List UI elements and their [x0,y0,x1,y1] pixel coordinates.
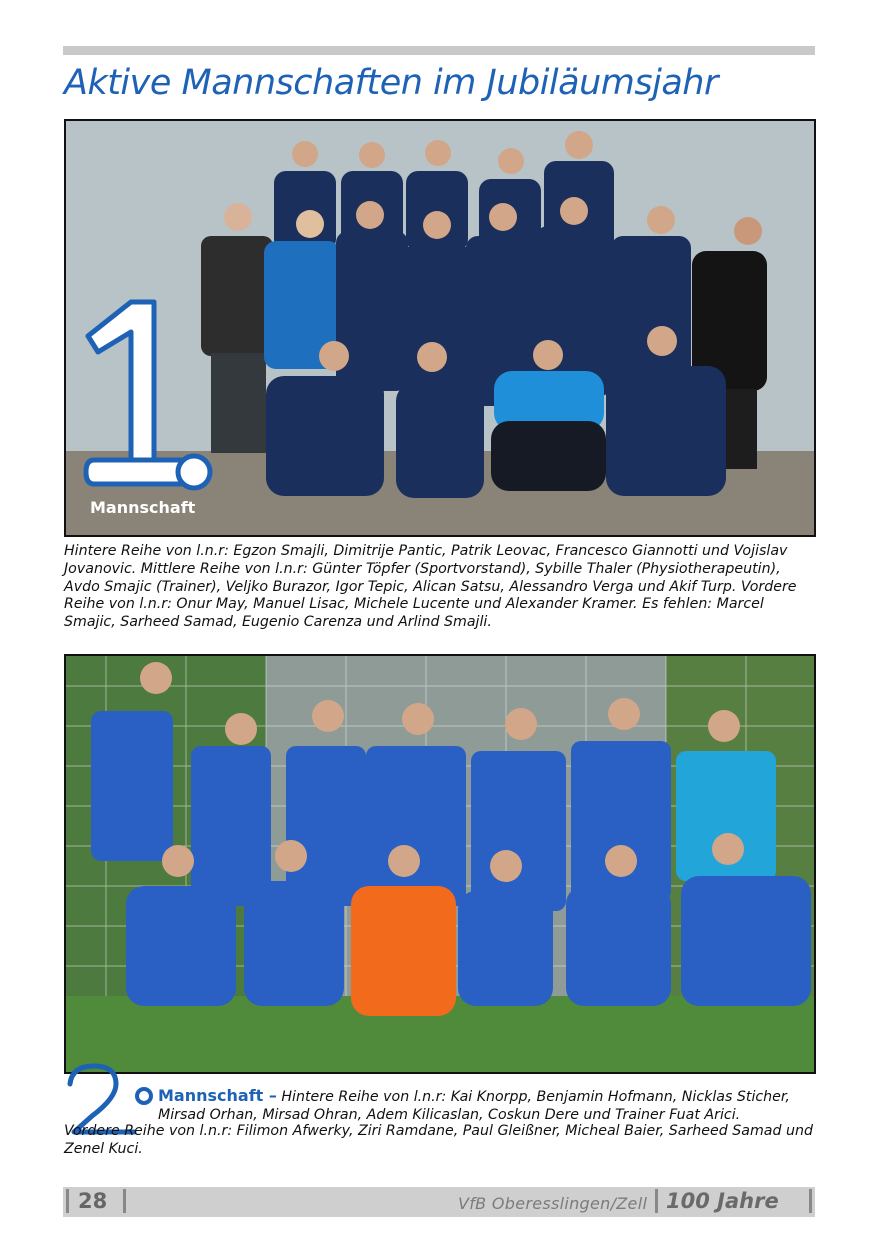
team2-caption-line2: Vordere Reihe von l.n.r: Filimon Afwerky, Ziri Ramdane, Paul Gleißner, Micheal Baier, Sarheed Samad und Zenel Kuci. [64,1123,813,1157]
page-title: Aktive Mannschaften im Jubiläumsjahr [64,63,718,103]
team2-caption-text: Hintere Reihe von l.n.r: Kai Knorpp, Benjamin Hofmann, Nicklas Sticher, Mirsad Orhan, Mirsad Ohran, Adem Kilicaslan, Coskun Dere und Trainer Fuat Arici. [158,1089,790,1123]
team2-photo [64,654,816,1074]
page-number: 28 [78,1189,108,1213]
footer-separator [66,1189,69,1213]
team1-number-graphic [76,292,216,502]
footer-separator [655,1189,658,1213]
footer-separator [809,1189,812,1213]
team1-caption: Hintere Reihe von l.n.r: Egzon Smajli, Dimitrije Pantic, Patrik Leovac, Francesco Giannotti und Vojislav Jovanovic. Mittlere Reihe von l.n.r: Günter Töpfer (Sportvorstand), Sybille Thaler (Physiotherapeutin), Avdo Smajic (Trainer), Veljko Burazor, Igor Tepic, Alican Satsu, Alessandro Verga und Akif Turp. Vordere Reihe von l.n.r: Onur May, Manuel Lisac, Michele Lucente und Alexander Kramer. Es fehlen: Marcel Smajic, Sarheed Samad, Eugenio Carenza und Arlind Smajli. [64,543,797,631]
footer-separator [123,1189,126,1213]
team2-photo-illustration [66,656,816,1074]
team1-label: Mannschaft [90,498,196,517]
team2-label: Mannschaft – [158,1086,277,1105]
top-rule [63,46,815,55]
team2-caption-line1 [158,1087,818,1125]
anniversary-label: 100 Jahre [666,1189,779,1213]
club-name: VfB Oberesslingen/Zell [458,1194,648,1213]
